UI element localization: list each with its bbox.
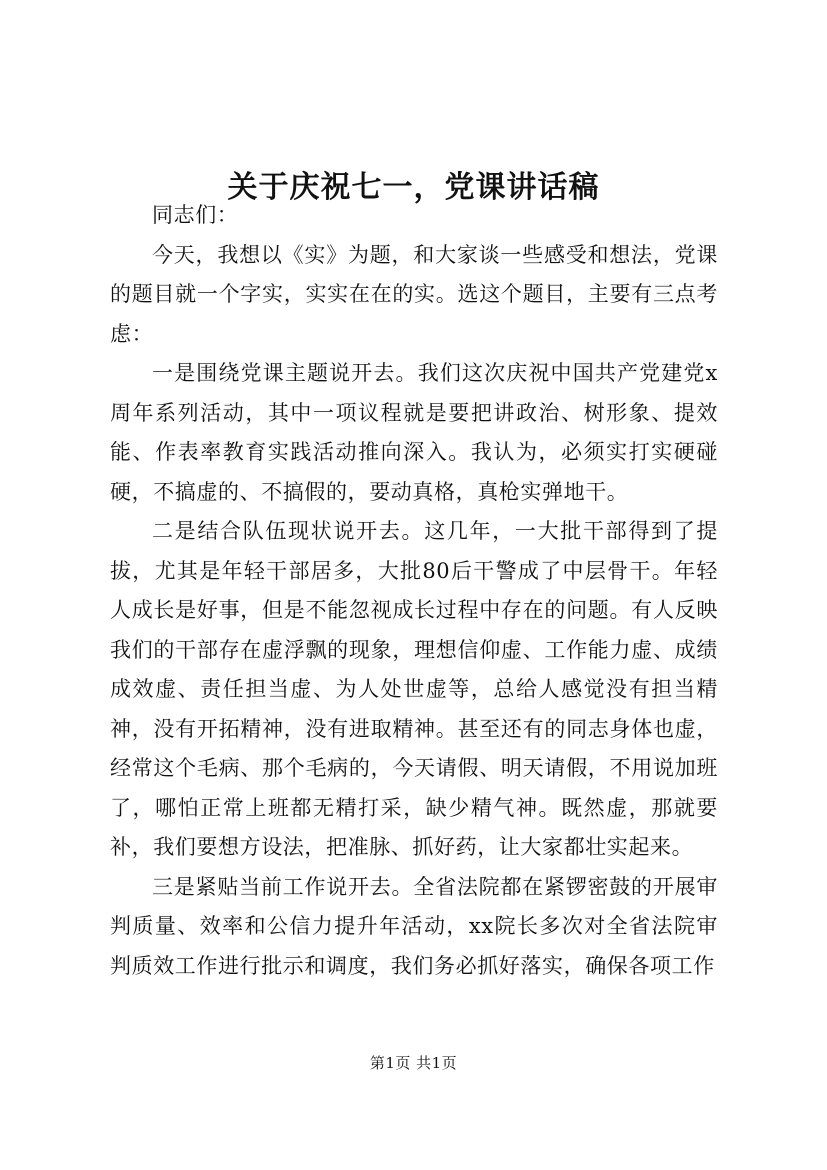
document-title: 关于庆祝七一，党课讲话稿	[227, 170, 600, 206]
paragraph-intro: 今天，我想以《实》为题，和大家谈一些感受和想法，党课的题目就一个字实，实实在在的实。选这个题目，主要有三点考虑：	[110, 242, 718, 346]
paragraph-point-two: 二是结合队伍现状说开去。这几年，一大批干部得到了提拔，尤其是年轻干部居多，大批80后干警成了中层骨干。年轻人成长是好事，但是不能忽视成长过程中存在的问题。有人反映我们的干部存在虚浮飘的现象，理想信仰虚、工作能力虚、成绩成效虚、责任担当虚、为人处世虚等，总给人感觉没有担当精神，没有开拓精神，没有进取精神。甚至还有的同志身体也虚，经常这个毛病、那个毛病的，今天请假、明天请假，不用说加班了，哪怕正常上班都无精打采，缺少精气神。既然虚，那就要补，我们要想方设法，把准脉、抓好药，让大家都壮实起来。	[110, 519, 718, 859]
salutation: 同志们：	[152, 203, 239, 227]
page-number-footer: 第1页 共1页	[369, 1054, 458, 1072]
document-body	[110, 196, 718, 986]
paragraph-point-three: 三是紧贴当前工作说开去。全省法院都在紧锣密鼓的开展审判质量、效率和公信力提升年活动，xx院长多次对全省法院审判质效工作进行批示和调度，我们务必抓好落实，确保各项工作	[110, 874, 718, 978]
paragraph-point-one: 一是围绕党课主题说开去。我们这次庆祝中国共产党建党x周年系列活动，其中一项议程就是要把讲政治、树形象、提效能、作表率教育实践活动推向深入。我认为，必须实打实硬碰硬，不搞虚的、不搞假的，要动真格，真枪实弹地干。	[110, 361, 718, 504]
